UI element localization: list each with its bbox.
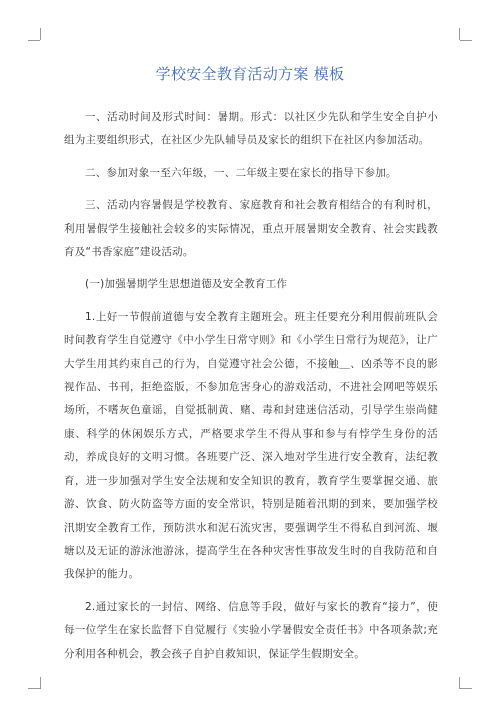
crop-mark-top-left-h — [28, 40, 40, 41]
paragraph-activity-time: 一、活动时间及形式时间：暑期。形式：以社区少先队和学生安全自护小组为主要组织形式，在社区少先队辅导员及家长的组织下在社区内参加活动。 — [64, 111, 438, 147]
document-body — [64, 106, 438, 675]
crop-mark-top-left-v — [40, 28, 41, 40]
crop-mark-bottom-right-h — [460, 688, 472, 689]
paragraph-parent-letter: 2.通过家长的一封信、网络、信息等手段，做好与家长的教育“接力”，使每一位学生在家长监督下自觉履行《实验小学暑假安全责任书》中各项条款;充分利用各种机会，教会孩子自护自救知识，保证学生假期安全。 — [64, 600, 438, 660]
crop-mark-top-right-v — [459, 28, 460, 40]
document-title: 学校安全教育活动方案 模板 — [155, 65, 345, 83]
paragraph-class-meeting: 1.上好一节假前道德与安全教育主题班会。班主任要充分利用假前班队会时间教育学生自觉遵守《中小学生日常守则》和《小学生日常行为规范》，让广大学生用其约束自己的行为，自觉遵守社会公德，不接触＿、凶杀等不良的影视作品、书刊，拒绝盗版，不参加危害身心的游戏活动，不进社会网吧等娱乐场所，不嗜灰色童谣，自觉抵制黄、赌、毒和封建迷信活动，引导学生崇尚健康、科学的休闲娱乐方式，严格要求学生不得从事和参与有悖学生身份的活动，养成良好的文明习惯。各班要广泛、深入地对学生进行安全教育，法纪教育，进一步加强对学生安全法规和安全知识的教育，教育学生要掌握交通、旅游、饮食、防火防盗等方面的安全常识，特别是随着汛期的到来，要加强学校汛期安全教育工作，预防洪水和泥石流灾害，要强调学生不得私自到河流、堰塘以及无证的游泳池游泳，提高学生在各种灾害性事故发生时的自我防范和自我保护的能力。 — [64, 310, 438, 581]
crop-mark-bottom-right-v — [459, 677, 460, 689]
paragraph-activity-content: 三、活动内容暑假是学校教育、家庭教育和社会教育相结合的有利时机，利用暑假学生接触社会较多的实际情况，重点开展暑期安全教育、社会实践教育及“书香家庭”建设活动。 — [64, 199, 438, 259]
paragraph-participants: 二、参加对象一至六年级，一、二年级主要在家长的指导下参加。 — [85, 166, 397, 179]
section-heading-moral-safety: (一)加强暑期学生思想道德及安全教育工作 — [85, 278, 288, 291]
crop-mark-bottom-left-v — [40, 677, 41, 689]
crop-mark-top-right-h — [460, 40, 472, 41]
crop-mark-bottom-left-h — [28, 688, 40, 689]
